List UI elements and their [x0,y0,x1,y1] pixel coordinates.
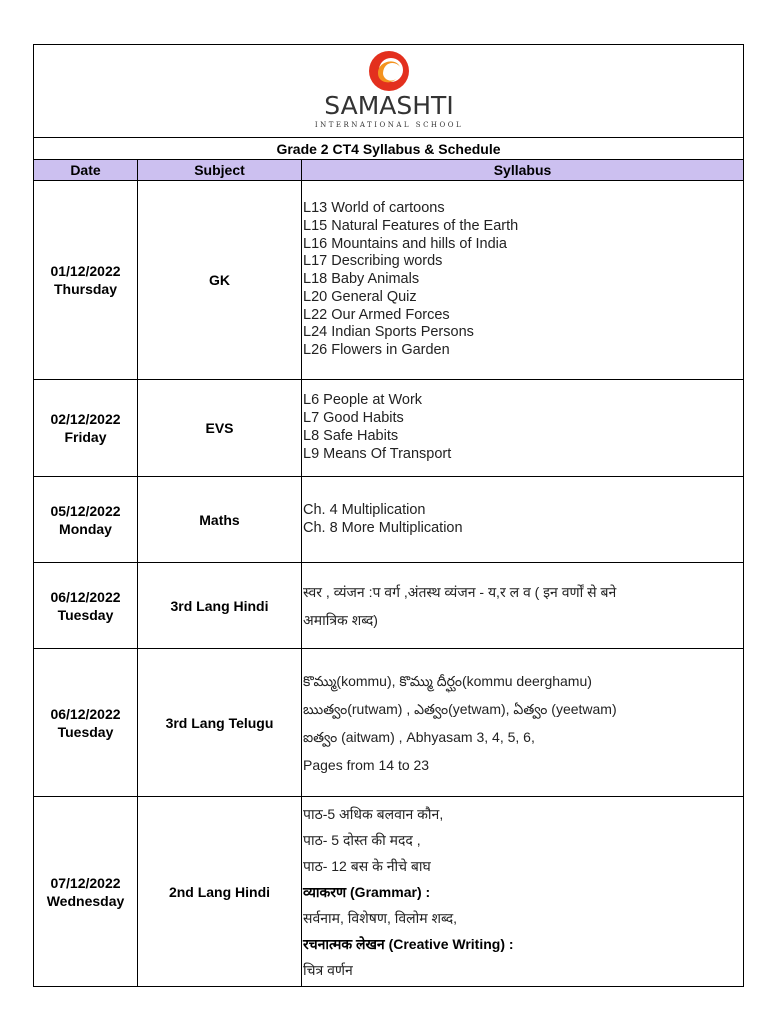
syllabus-line: Ch. 8 More Multiplication [303,519,463,536]
syllabus-line: रचनात्मक लेखन (Creative Writing) : [303,935,514,952]
schedule-table [33,44,744,987]
syllabus-line: ఐత్వం (aitwam) , Abhyasam 3, 4, 5, 6, [303,728,535,745]
syllabus-line: L20 General Quiz [303,288,417,305]
date: 06/12/2022 [50,705,121,722]
subject-cell: 3rd Lang Telugu [138,649,302,797]
table-row [34,380,744,477]
table-row [34,477,744,563]
syllabus-line: L26 Flowers in Garden [303,342,450,359]
syllabus-cell [302,181,744,380]
date-cell [34,797,138,987]
syllabus-line: Ch. 4 Multiplication [303,501,426,518]
syllabus-line: पाठ- 12 बस के नीचे बाघ [303,857,431,874]
date: 02/12/2022 [50,411,121,427]
school-name: SAMASHTI [324,91,454,120]
page-title: Grade 2 CT4 Syllabus & Schedule [34,138,744,160]
syllabus-line: पाठ-5 अधिक बलवान कौन, [303,805,444,822]
date-cell [34,380,138,477]
school-logo-cell [34,45,744,138]
date: 05/12/2022 [50,502,121,519]
school-logo-icon [366,49,412,93]
syllabus-line: L13 World of cartoons [303,199,445,216]
syllabus-line: L16 Mountains and hills of India [303,235,507,252]
day: Thursday [53,281,117,297]
syllabus-line: अमात्रिक शब्द) [303,611,378,628]
date: 07/12/2022 [50,874,121,891]
syllabus-line: Pages from 14 to 23 [303,756,430,773]
syllabus-line: चित्र वर्णन [303,961,353,978]
subject-cell: Maths [138,477,302,563]
date: 06/12/2022 [50,588,121,605]
syllabus-line: सर्वनाम, विशेषण, विलोम शब्द, [303,909,458,926]
date-cell [34,477,138,563]
table-row [34,797,744,987]
date-cell [34,181,138,380]
table-row [34,563,744,649]
table-header-row [34,160,744,181]
subject-cell: 2nd Lang Hindi [138,797,302,987]
syllabus-cell [302,649,744,797]
syllabus-line: L9 Means Of Transport [303,445,452,462]
syllabus-line: स्वर , व्यंजन :प वर्ग ,अंतस्थ व्यंजन - य,र ल व ( इन वर्णों से बने [303,583,617,600]
syllabus-line: L6 People at Work [303,392,423,409]
syllabus-line: ఋత్వం(rutwam) , ఎత్వం(yetwam), ఏత్వం (yeetwam) [303,700,617,717]
syllabus-line: व्याकरण (Grammar) : [303,883,431,900]
table-row [34,649,744,797]
table-row [34,181,744,380]
syllabus-line: కొమ్ము(kommu), కొమ్ము దీర్ఘం(kommu deerghamu) [303,672,592,689]
syllabus-line: L18 Baby Animals [303,271,420,288]
syllabus-cell [302,797,744,987]
day: Tuesday [57,723,114,740]
schedule-sheet [33,44,743,987]
syllabus-line: L15 Natural Features of the Earth [303,217,519,234]
syllabus-line: L7 Good Habits [303,410,404,427]
date: 01/12/2022 [50,263,121,279]
school-subtitle: INTERNATIONAL SCHOOL [314,121,464,129]
date-cell [34,649,138,797]
day: Monday [59,520,112,537]
header-syllabus: Syllabus [302,160,744,181]
syllabus-cell [302,477,744,563]
syllabus-line: पाठ- 5 दोस्त की मदद , [303,831,421,848]
syllabus-cell [302,563,744,649]
subject-cell: EVS [138,380,302,477]
subject-cell: GK [138,181,302,380]
header-subject: Subject [138,160,302,181]
syllabus-line: L24 Indian Sports Persons [303,324,474,341]
day: Tuesday [57,606,114,623]
header-date: Date [34,160,138,181]
syllabus-line: L17 Describing words [303,253,443,270]
day: Wednesday [46,892,125,909]
syllabus-line: L22 Our Armed Forces [303,306,450,323]
day: Friday [64,429,107,445]
syllabus-cell [302,380,744,477]
date-cell [34,563,138,649]
syllabus-line: L8 Safe Habits [303,428,399,444]
subject-cell: 3rd Lang Hindi [138,563,302,649]
